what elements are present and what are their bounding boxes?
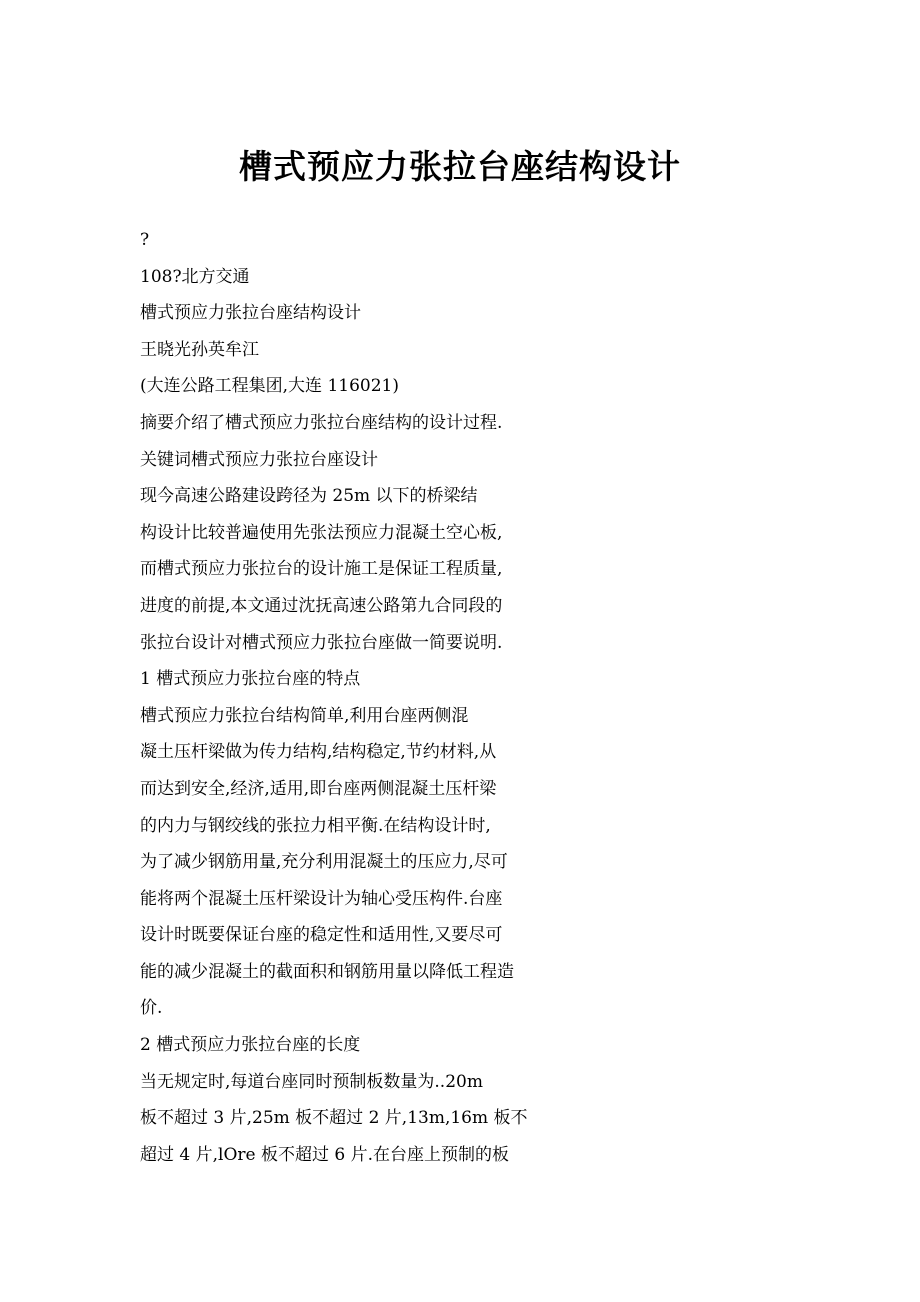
- body-line: 构设计比较普遍使用先张法预应力混凝土空心板,: [140, 522, 503, 543]
- body-line: 板不超过 3 片,25m 板不超过 2 片,13m,16m 板不: [140, 1108, 528, 1129]
- body-line: 当无规定时,每道台座同时预制板数量为..20m: [140, 1071, 483, 1092]
- body-line: 凝土压杆梁做为传力结构,结构稳定,节约材料,从: [140, 742, 497, 763]
- body-line: 108?北方交通: [140, 266, 250, 287]
- body-line: 现今高速公路建设跨径为 25m 以下的桥梁结: [140, 486, 478, 507]
- body-line: 设计时既要保证台座的稳定性和适用性,又要尽可: [140, 925, 503, 946]
- body-line: 能将两个混凝土压杆梁设计为轴心受压构件.台座: [140, 888, 503, 909]
- body-line: 2 槽式预应力张拉台座的长度: [140, 1035, 361, 1056]
- document-body: [140, 222, 780, 1173]
- body-line: 为了减少钢筋用量,充分利用混凝土的压应力,尽可: [140, 852, 508, 873]
- body-line: (大连公路工程集团,大连 116021): [140, 376, 399, 397]
- body-line: 能的减少混凝土的截面积和钢筋用量以降低工程造: [140, 961, 514, 982]
- body-line: 价.: [140, 998, 163, 1019]
- body-line: 张拉台设计对槽式预应力张拉台座做一简要说明.: [140, 632, 503, 653]
- body-line: 槽式预应力张拉台结构简单,利用台座两侧混: [140, 705, 469, 726]
- body-line: 1 槽式预应力张拉台座的特点: [140, 669, 361, 690]
- body-line: 而达到安全,经济,适用,即台座两侧混凝土压杆梁: [140, 778, 497, 799]
- body-line: 进度的前提,本文通过沈抚高速公路第九合同段的: [140, 595, 503, 616]
- body-line: 摘要介绍了槽式预应力张拉台座结构的设计过程.: [140, 412, 503, 433]
- body-line: ?: [140, 230, 150, 250]
- body-line: 而槽式预应力张拉台的设计施工是保证工程质量,: [140, 559, 503, 580]
- body-line: 超过 4 片,lOre 板不超过 6 片.在台座上预制的板: [140, 1144, 510, 1165]
- body-line: 槽式预应力张拉台座结构设计: [140, 303, 361, 324]
- body-line: 的内力与钢绞线的张拉力相平衡.在结构设计时,: [140, 815, 491, 836]
- body-line: 关键词槽式预应力张拉台座设计: [140, 449, 378, 470]
- body-line: 王晓光孙英牟江: [140, 339, 259, 360]
- document-title: 槽式预应力张拉台座结构设计: [239, 147, 681, 186]
